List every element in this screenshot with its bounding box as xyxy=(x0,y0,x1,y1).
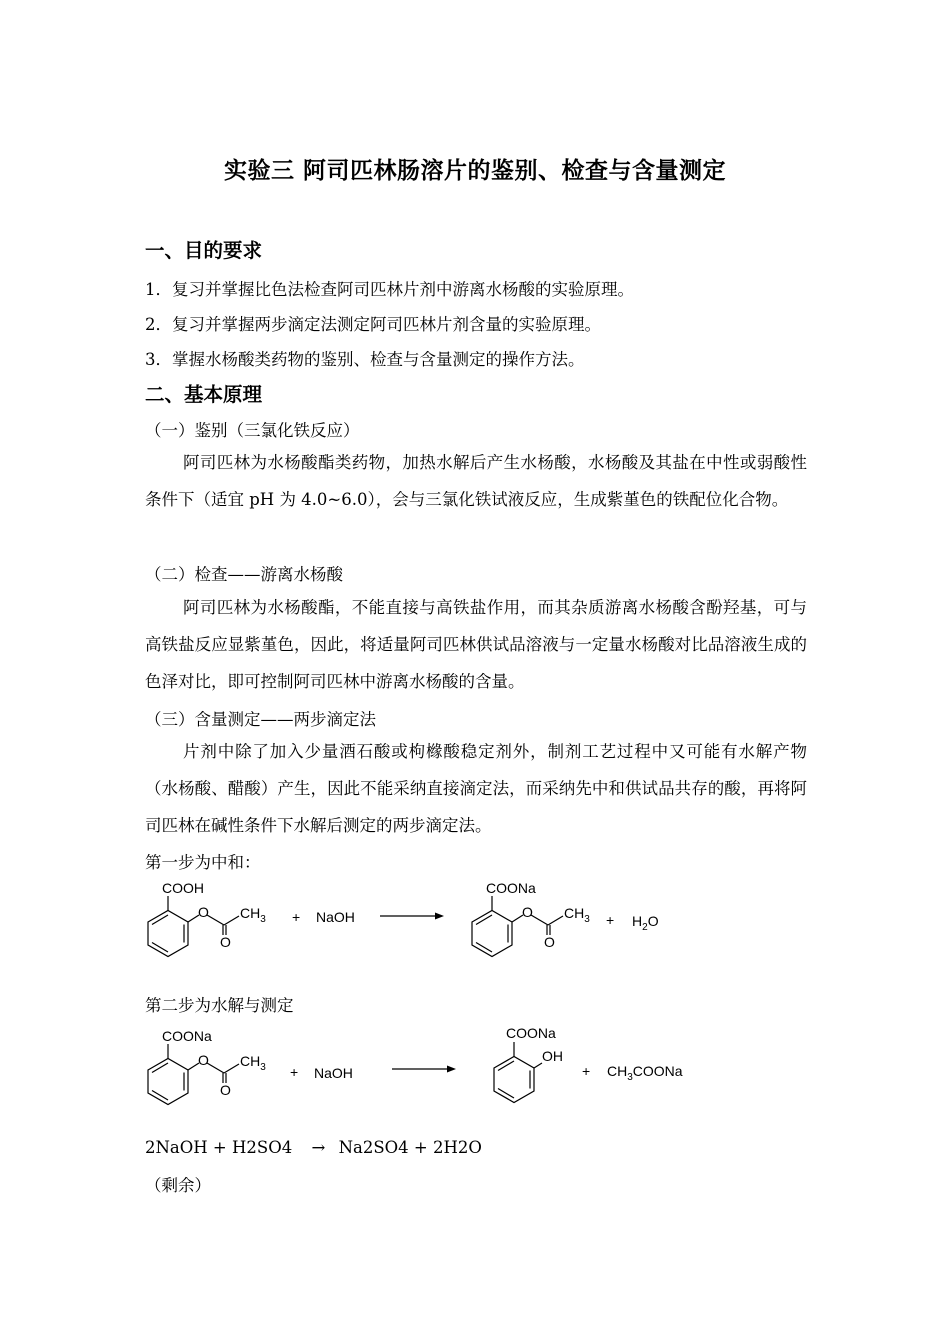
reaction-arrow xyxy=(392,1066,456,1073)
objective-item-2: 2．复习并掌握两步滴定法测定阿司匹林片剂含量的实验原理。 xyxy=(145,315,601,334)
subsection-identification: （一）鉴别（三氯化铁反应） xyxy=(145,421,360,440)
subsection-inspection: （二）检查——游离水杨酸 xyxy=(145,565,343,584)
sodium-salicylate-structure xyxy=(494,1042,542,1103)
naoh-reagent-label: NaOH xyxy=(316,909,355,925)
carboxylate-group-label: COONa xyxy=(506,1025,556,1041)
product-methyl-label: $CH_3$ xyxy=(564,905,590,925)
plus-sign: + xyxy=(290,1064,299,1080)
carboxylate-group-label: COONa xyxy=(162,1028,212,1044)
equation-arrow: → xyxy=(311,1138,326,1157)
water-label: $H_2O$ xyxy=(632,913,659,933)
step2-label: 第二步为水解与测定 xyxy=(145,996,294,1015)
paragraph-assay: 片剂中除了加入少量酒石酸或枸橼酸稳定剂外，制剂工艺过程中又可能有水解产物（水杨酸、醋酸）产生，因此不能采纳直接滴定法，而采纳先中和供试品共存的酸，再将阿司匹林在碱性条件下水解后测定的两步滴定法。 xyxy=(145,742,807,835)
equation-right: Na2SO4 + 2H2O xyxy=(338,1138,482,1157)
paragraph-inspection: 阿司匹林为水杨酸酯，不能直接与高铁盐作用，而其杂质游离水杨酸含酚羟基，可与高铁盐反应显紫堇色，因此，将适量阿司匹林供试品溶液与一定量水杨酸对比品溶液生成的色泽对比，即可控制阿司匹林中游离水杨酸的含量。 xyxy=(145,598,807,691)
back-titration-equation xyxy=(145,1138,488,1157)
naoh-reagent-label: NaOH xyxy=(314,1065,353,1081)
product-carbonyl-oxygen-label: O xyxy=(544,934,555,950)
reaction-hydrolysis xyxy=(140,1024,720,1104)
sodium-acetate-label: $CH_3COONa$ xyxy=(607,1063,683,1083)
methyl-label: $CH_3$ xyxy=(240,1053,266,1073)
subsection-assay: （三）含量测定——两步滴定法 xyxy=(145,710,376,729)
equation-left: 2NaOH + H2SO4 xyxy=(145,1138,293,1157)
section-heading-objectives: 一、目的要求 xyxy=(145,239,263,262)
objective-item-1: 1．复习并掌握比色法检查阿司匹林片剂中游离水杨酸的实验原理。 xyxy=(145,280,634,299)
page-title: 实验三 阿司匹林肠溶片的鉴别、检查与含量测定 xyxy=(223,158,726,184)
plus-sign: + xyxy=(292,909,301,925)
carboxylate-group-label: COONa xyxy=(486,880,536,896)
methyl-label: $CH_3$ xyxy=(240,905,266,925)
ester-oxygen-label: O xyxy=(198,1052,209,1068)
carbonyl-oxygen-label: O xyxy=(220,1082,231,1098)
step1-label: 第一步为中和： xyxy=(145,853,261,872)
hydroxyl-group-label: OH xyxy=(542,1048,563,1064)
carbonyl-oxygen-label: O xyxy=(220,934,231,950)
section-heading-principles: 二、基本原理 xyxy=(145,383,263,406)
paragraph-identification: 阿司匹林为水杨酸酯类药物，加热水解后产生水杨酸，水杨酸及其盐在中性或弱酸性条件下（适宜 pH 为 4.0~6.0），会与三氯化铁试液反应，生成紫堇色的铁配位化合物。 xyxy=(145,453,807,509)
reaction-neutralization xyxy=(140,876,700,956)
product-ester-oxygen-label: O xyxy=(522,904,533,920)
ester-oxygen-label: O xyxy=(198,904,209,920)
carboxyl-group-label: COOH xyxy=(162,880,204,896)
plus-sign: + xyxy=(582,1063,591,1079)
equation-note: （剩余） xyxy=(145,1176,211,1195)
reaction-arrow xyxy=(380,913,444,920)
plus-sign: + xyxy=(606,912,615,928)
objective-item-3: 3．掌握水杨酸类药物的鉴别、检查与含量测定的操作方法。 xyxy=(145,350,585,369)
